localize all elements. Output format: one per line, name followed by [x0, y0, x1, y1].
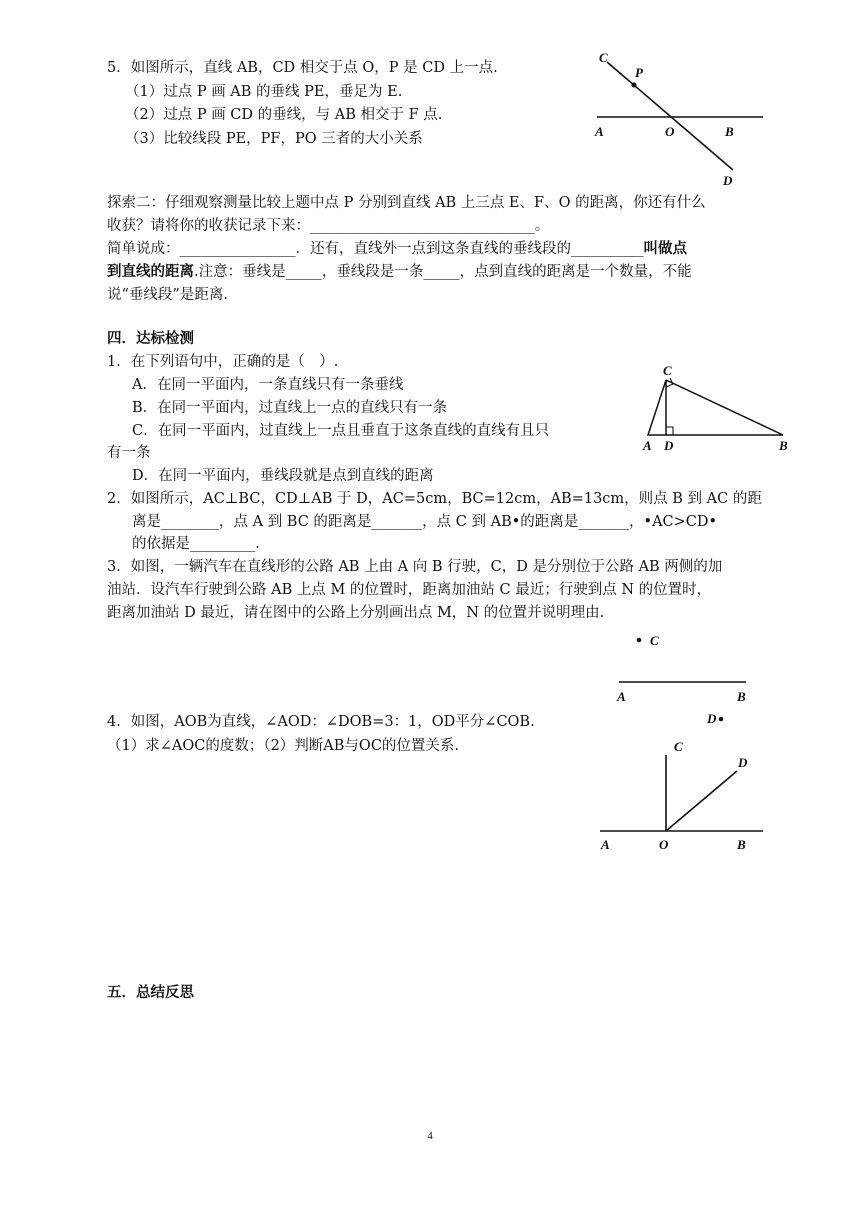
q4-line-2: （1）求∠AOC的度数；（2）判断AB与OC的位置关系. — [107, 738, 460, 754]
section-5-heading: 五．总结反思 — [107, 985, 194, 1001]
q3-road-figure — [605, 625, 775, 735]
explore-line-2: 收获？请将你的收获记录下来：_______________________________。 — [107, 218, 550, 234]
q5-label-o: O — [665, 124, 675, 139]
q1-label-d: D — [664, 438, 674, 453]
q1-option-b: B．在同一平面内，过直线上一点的直线只有一条 — [132, 400, 448, 416]
q2-line-1: 2．如图所示，AC⊥BC，CD⊥AB 于 D，AC=5cm，BC=12cm，AB=13cm，则点 B 到 AC 的距 — [107, 491, 762, 507]
q5-line-1: 5．如图所示，直线 AB，CD 相交于点 O，P 是 CD 上一点. — [107, 60, 498, 76]
q1-label-a: A — [643, 438, 652, 453]
q3-label-c: C — [650, 633, 659, 648]
q4-label-o: O — [659, 837, 669, 852]
q5-line-2: （1）过点 P 画 AB 的垂线 PE，垂足为 E. — [125, 84, 403, 100]
q4-label-d: D — [738, 755, 748, 770]
q1-stem: 1．在下列语句中，正确的是（ ）. — [107, 354, 339, 370]
q2-line-2: 离是________，点 A 到 BC 的距离是_______，点 C 到 AB•的距离是_______，•AC>CD• — [132, 514, 718, 530]
q1-triangle-figure — [635, 360, 805, 460]
explore-line-1: 探索二：仔细观察测量比较上题中点 P 分别到直线 AB 上三点 E、F、O 的距离，你还有什么 — [107, 195, 706, 211]
q1-label-b: B — [779, 438, 788, 453]
q1-option-c-1: C．在同一平面内，过直线上一点且垂直于这条直线的直线有且只 — [132, 423, 550, 439]
q4-label-c: C — [674, 739, 683, 754]
q1-option-c-2: 有一条 — [107, 445, 151, 461]
q5-line-3: （2）过点 P 画 CD 的垂线，与 AB 相交于 F 点. — [125, 107, 443, 123]
q1-label-c: C — [663, 363, 672, 378]
explore-term-2: 到直线的距离 — [107, 263, 194, 280]
q5-label-a: A — [595, 124, 604, 139]
q3-line-1: 3．如图，一辆汽车在直线形的公路 AB 上由 A 向 B 行驶，C，D 是分别位于公路 AB 两侧的加 — [107, 559, 723, 575]
q3-label-a: A — [617, 689, 626, 704]
explore-line-5: 说“垂线段”是距离. — [107, 287, 228, 303]
explore-line-4b: .注意：垂线是_____，垂线段是一条_____，点到直线的距离是一个数量，不能 — [194, 264, 692, 280]
q2-line-3: 的依据是_________. — [132, 536, 260, 552]
q1-option-d: D．在同一平面内，垂线段就是点到直线的距离 — [132, 468, 434, 484]
q3-line-3: 距离加油站 D 最近，请在图中的公路上分别画出点 M，N 的位置并说明理由. — [107, 605, 605, 621]
explore-term-1: 叫做点 — [643, 240, 687, 257]
section-4-heading: 四．达标检测 — [107, 331, 194, 347]
page-number: 4 — [427, 1130, 433, 1142]
q4-label-a: A — [601, 837, 610, 852]
q3-line-2: 油站．设汽车行驶到公路 AB 上点 M 的位置时，距离加油站 C 最近；行驶到点 N 的位置时， — [107, 582, 712, 598]
explore-line-3a: 简单说成：________________．还有，直线外一点到这条直线的垂线段的__________ — [107, 241, 644, 257]
q5-label-p: P — [635, 65, 643, 80]
q5-label-b: B — [725, 124, 734, 139]
q5-label-d: D — [723, 173, 733, 188]
explore-line-3 — [107, 239, 687, 259]
q4-line-1: 4．如图，AOB为直线，∠AOD：∠DOB=3：1，OD平分∠COB. — [107, 714, 535, 730]
q3-label-b: B — [737, 689, 746, 704]
q5-figure — [585, 40, 785, 190]
q4-label-b: B — [737, 837, 746, 852]
q5-label-c: C — [599, 50, 608, 65]
explore-line-4 — [107, 262, 692, 282]
q5-line-4: （3）比较线段 PE，PF，PO 三者的大小关系 — [125, 131, 423, 147]
q3-label-d: D — [707, 711, 717, 726]
q4-angle-figure — [595, 735, 775, 855]
q1-option-a: A．在同一平面内，一条直线只有一条垂线 — [132, 377, 404, 393]
